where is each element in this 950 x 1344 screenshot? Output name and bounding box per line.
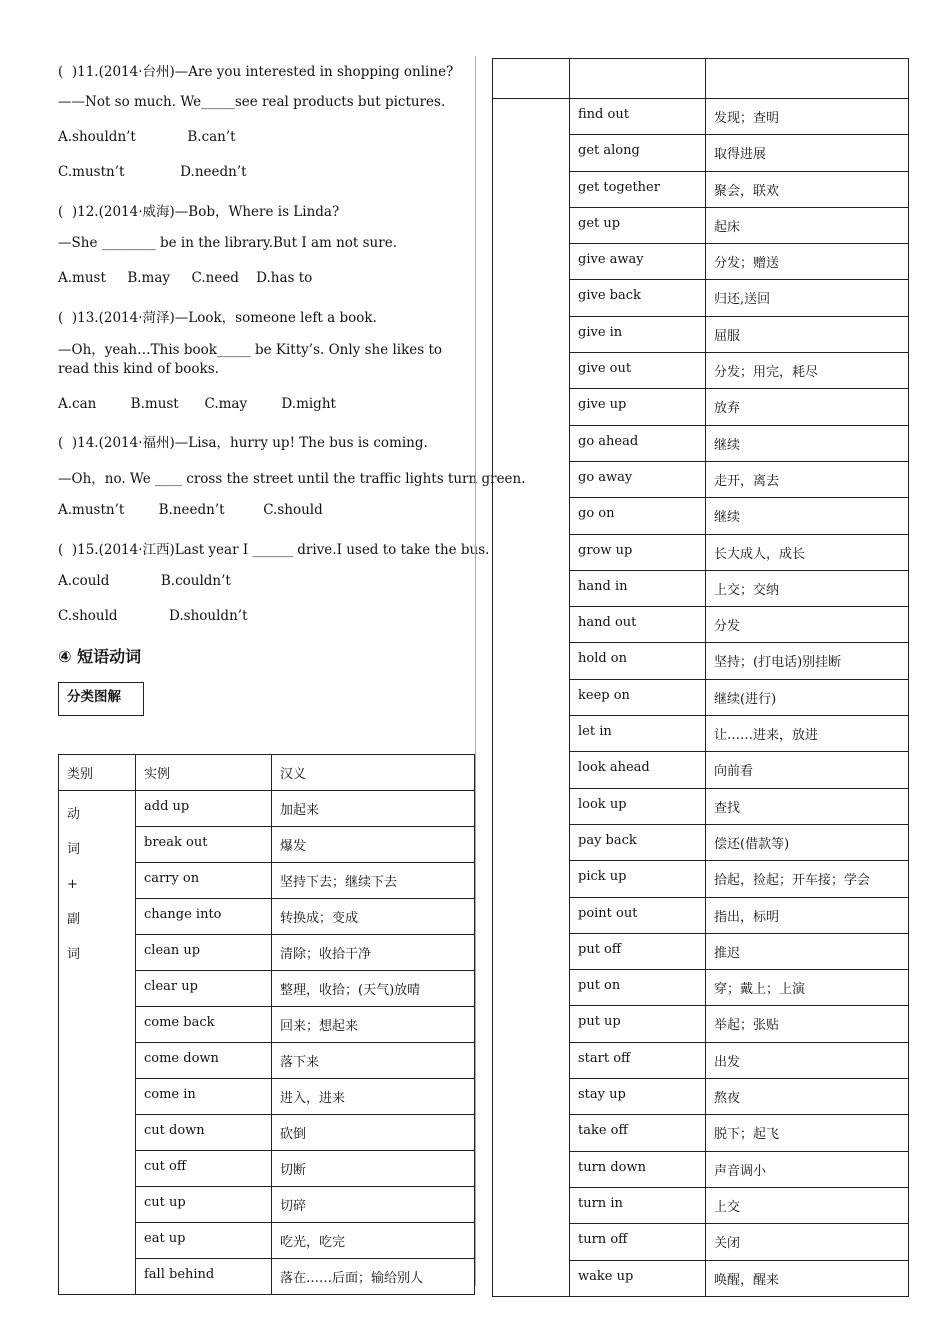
meaning-cell: 归还,送回 xyxy=(706,280,909,316)
phrase-cell: go ahead xyxy=(570,425,706,461)
header-example: 实例 xyxy=(136,755,272,791)
question-14-dialogue: —Oh，no. We ____ cross the street until the traffic lights turn green. xyxy=(58,471,526,487)
table-header-row xyxy=(59,755,475,791)
question-14-stem: ( )14.(2014·福州)—Lisa，hurry up! The bus is coming. xyxy=(58,435,428,451)
question-11-options-ab: A.shouldn’t B.can’t xyxy=(58,129,236,145)
phrase-cell: give away xyxy=(570,244,706,280)
phrase-cell: look ahead xyxy=(570,752,706,788)
section-title: ④ 短语动词 xyxy=(58,647,142,666)
meaning-cell: 聚会，联欢 xyxy=(706,171,909,207)
question-13-options: A.can B.must C.may D.might xyxy=(58,396,336,412)
meaning-cell: 上交 xyxy=(706,1187,909,1223)
phrase-cell: come down xyxy=(136,1043,272,1079)
category-char: + xyxy=(67,877,78,892)
phrase-cell: turn down xyxy=(570,1151,706,1187)
phrase-cell: keep on xyxy=(570,679,706,715)
phrase-cell: wake up xyxy=(570,1260,706,1296)
phrase-cell: find out xyxy=(570,99,706,135)
meaning-cell: 继续 xyxy=(706,498,909,534)
phrase-cell: hold on xyxy=(570,643,706,679)
meaning-cell: 熬夜 xyxy=(706,1079,909,1115)
phrase-cell: change into xyxy=(136,899,272,935)
phrase-cell: turn off xyxy=(570,1224,706,1260)
meaning-cell: 举起；张贴 xyxy=(706,1006,909,1042)
meaning-cell: 唤醒，醒来 xyxy=(706,1260,909,1296)
meaning-cell: 让……进来，放进 xyxy=(706,716,909,752)
meaning-cell: 指出，标明 xyxy=(706,897,909,933)
question-15-options-cd: C.should D.shouldn’t xyxy=(58,608,248,624)
phrase-cell: put on xyxy=(570,970,706,1006)
phrase-cell: go away xyxy=(570,461,706,497)
meaning-cell: 砍倒 xyxy=(272,1115,475,1151)
question-11-options-cd: C.mustn’t D.needn’t xyxy=(58,164,247,180)
meaning-cell: 发现；查明 xyxy=(706,99,909,135)
meaning-cell: 偿还(借款等) xyxy=(706,824,909,860)
phrase-cell: cut down xyxy=(136,1115,272,1151)
phrase-cell: clear up xyxy=(136,971,272,1007)
column-divider xyxy=(475,56,476,1286)
meaning-cell: 关闭 xyxy=(706,1224,909,1260)
phrase-cell: get along xyxy=(570,135,706,171)
blank-cell xyxy=(570,59,706,99)
phrase-cell: get together xyxy=(570,171,706,207)
header-meaning: 汉义 xyxy=(272,755,475,791)
meaning-cell: 落在……后面；输给别人 xyxy=(272,1259,475,1295)
category-cell-empty xyxy=(493,99,570,1297)
phrasal-verb-table-left xyxy=(58,754,475,1295)
category-diagram-label: 分类图解 xyxy=(58,682,144,716)
meaning-cell: 向前看 xyxy=(706,752,909,788)
meaning-cell: 取得进展 xyxy=(706,135,909,171)
meaning-cell: 分发 xyxy=(706,607,909,643)
phrase-cell: look up xyxy=(570,788,706,824)
phrase-cell: turn in xyxy=(570,1187,706,1223)
phrase-cell: eat up xyxy=(136,1223,272,1259)
meaning-cell: 整理，收拾；(天气)放晴 xyxy=(272,971,475,1007)
phrase-cell: carry on xyxy=(136,863,272,899)
meaning-cell: 爆发 xyxy=(272,827,475,863)
meaning-cell: 吃光，吃完 xyxy=(272,1223,475,1259)
question-15-options-ab: A.could B.couldn’t xyxy=(58,573,231,589)
table-row xyxy=(59,791,475,827)
meaning-cell: 回来；想起来 xyxy=(272,1007,475,1043)
phrase-cell: get up xyxy=(570,207,706,243)
phrase-cell: take off xyxy=(570,1115,706,1151)
header-category: 类别 xyxy=(59,755,136,791)
question-11-stem: ( )11.(2014·台州)—Are you interested in shopping online? xyxy=(58,64,454,80)
phrase-cell: give out xyxy=(570,353,706,389)
phrase-cell: grow up xyxy=(570,534,706,570)
question-14-options: A.mustn’t B.needn’t C.should xyxy=(58,502,323,518)
blank-cell xyxy=(706,59,909,99)
phrase-cell: pay back xyxy=(570,824,706,860)
meaning-cell: 进入，进来 xyxy=(272,1079,475,1115)
phrase-cell: add up xyxy=(136,791,272,827)
category-char: 动 xyxy=(67,807,81,822)
meaning-cell: 穿；戴上；上演 xyxy=(706,970,909,1006)
meaning-cell: 切碎 xyxy=(272,1187,475,1223)
category-cell xyxy=(59,791,136,1295)
meaning-cell: 放弃 xyxy=(706,389,909,425)
meaning-cell: 拾起，捡起；开车接；学会 xyxy=(706,861,909,897)
question-12-stem: ( )12.(2014·威海)—Bob，Where is Linda? xyxy=(58,204,340,220)
phrase-cell: put off xyxy=(570,933,706,969)
category-char: 词 xyxy=(67,947,81,962)
table-row xyxy=(493,99,909,135)
phrase-cell: give back xyxy=(570,280,706,316)
meaning-cell: 转换成；变成 xyxy=(272,899,475,935)
meaning-cell: 长大成人，成长 xyxy=(706,534,909,570)
question-13-stem: ( )13.(2014·菏泽)—Look，someone left a book. xyxy=(58,310,377,326)
phrase-cell: start off xyxy=(570,1042,706,1078)
question-15-stem: ( )15.(2014·江西)Last year I ______ drive.I used to take the bus. xyxy=(58,542,490,558)
meaning-cell: 屈服 xyxy=(706,316,909,352)
table-blank-header-row xyxy=(493,59,909,99)
phrase-cell: hand out xyxy=(570,607,706,643)
phrase-cell: hand in xyxy=(570,570,706,606)
phrase-cell: come in xyxy=(136,1079,272,1115)
phrase-cell: come back xyxy=(136,1007,272,1043)
meaning-cell: 切断 xyxy=(272,1151,475,1187)
meaning-cell: 坚持下去；继续下去 xyxy=(272,863,475,899)
meaning-cell: 走开，离去 xyxy=(706,461,909,497)
meaning-cell: 查找 xyxy=(706,788,909,824)
phrase-cell: cut off xyxy=(136,1151,272,1187)
phrase-cell: clean up xyxy=(136,935,272,971)
question-12-dialogue: —She ________ be in the library.But I am not sure. xyxy=(58,235,397,251)
question-11-dialogue: ——Not so much. We_____see real products but pictures. xyxy=(58,94,446,110)
phrase-cell: break out xyxy=(136,827,272,863)
phrase-cell: cut up xyxy=(136,1187,272,1223)
category-char: 词 xyxy=(67,842,81,857)
category-char: 副 xyxy=(67,912,81,927)
question-12-options: A.must B.may C.need D.has to xyxy=(58,270,313,286)
phrase-cell: put up xyxy=(570,1006,706,1042)
blank-cell xyxy=(493,59,570,99)
phrase-cell: give in xyxy=(570,316,706,352)
phrase-cell: pick up xyxy=(570,861,706,897)
phrasal-verb-table-right xyxy=(492,58,909,1297)
meaning-cell: 起床 xyxy=(706,207,909,243)
meaning-cell: 继续(进行) xyxy=(706,679,909,715)
meaning-cell: 分发；赠送 xyxy=(706,244,909,280)
meaning-cell: 坚持；(打电话)别挂断 xyxy=(706,643,909,679)
meaning-cell: 清除；收拾干净 xyxy=(272,935,475,971)
meaning-cell: 继续 xyxy=(706,425,909,461)
question-13-dialogue: —Oh，yeah…This book_____ be Kitty’s. Only she likes to read this kind of books. xyxy=(58,342,443,377)
phrase-cell: let in xyxy=(570,716,706,752)
phrase-cell: stay up xyxy=(570,1079,706,1115)
meaning-cell: 落下来 xyxy=(272,1043,475,1079)
meaning-cell: 加起来 xyxy=(272,791,475,827)
phrase-cell: point out xyxy=(570,897,706,933)
meaning-cell: 推迟 xyxy=(706,933,909,969)
phrase-cell: go on xyxy=(570,498,706,534)
meaning-cell: 上交；交纳 xyxy=(706,570,909,606)
meaning-cell: 分发；用完，耗尽 xyxy=(706,353,909,389)
phrase-cell: fall behind xyxy=(136,1259,272,1295)
phrase-cell: give up xyxy=(570,389,706,425)
meaning-cell: 声音调小 xyxy=(706,1151,909,1187)
meaning-cell: 出发 xyxy=(706,1042,909,1078)
meaning-cell: 脱下；起飞 xyxy=(706,1115,909,1151)
